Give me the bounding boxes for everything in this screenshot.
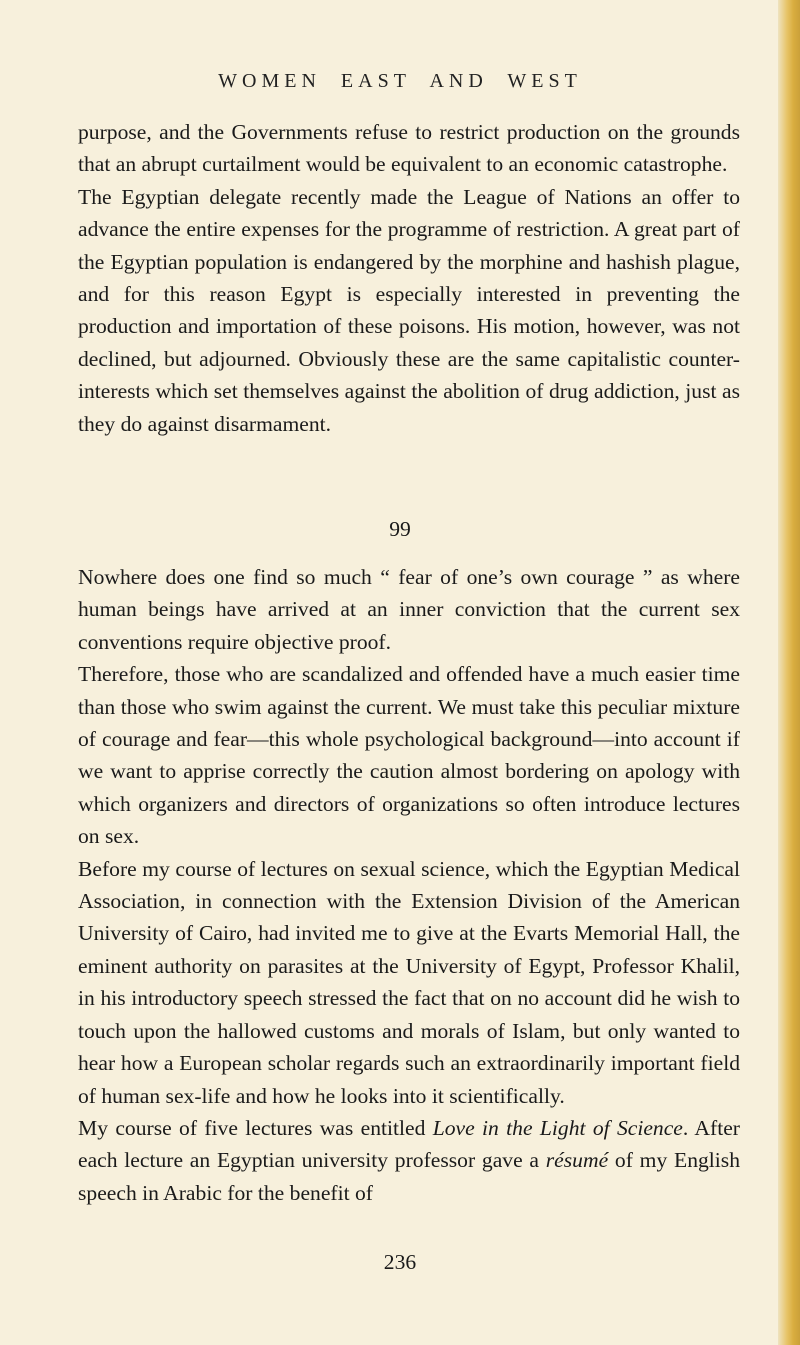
page-number: 236 [383, 1250, 417, 1274]
paragraph: The Egyptian delegate recently made the League of Nations an offer to advance the entire expenses for the programme of restriction. A great part of the Egyptian population is endangered by the morphine and hashish plague, and for this reason Egypt is especially interested in preventing the production and importation of these poisons. His motion, however, was not declined, but adjourned. Obviously these are the same capitalistic counter-interests which set themselves against the abolition of drug addiction, just as they do against disarmament. [78, 184, 740, 436]
paragraph-text: My course of five lectures was entitled [78, 1115, 433, 1140]
paragraph: Nowhere does one find so much “ fear of one’s own courage ” as where human beings have arrived at an inner conviction that the current sex conventions require objective proof. [78, 565, 740, 654]
page-edge [778, 0, 800, 1345]
italic-word: résumé [545, 1148, 609, 1173]
text-block-top [78, 116, 740, 440]
paragraph-text: of my English speech in Arabic for the benefit of [78, 1148, 740, 1205]
paragraph: Therefore, those who are scandalized and offended have a much easier time than those who swim against the current. We must take this peculiar mixture of courage and fear—this whole psychological background—into account if we want to apprise correctly the caution almost bordering on apology with which organizers and directors of organizations so often introduce lectures on sex. [78, 662, 740, 849]
text-block-section-99 [78, 561, 740, 1209]
paragraph: purpose, and the Governments refuse to restrict production on the grounds that an abrupt curtailment would be equivalent to an economic catastrophe. [78, 120, 740, 177]
section-number: 99 [389, 517, 411, 541]
running-head: WOMEN EAST AND WEST [218, 70, 582, 92]
lecture-title: Love in the Light of Science [432, 1115, 683, 1140]
paragraph [78, 1112, 740, 1209]
paragraph: Before my course of lectures on sexual science, which the Egyptian Medical Association, in connection with the Extension Division of the American University of Cairo, had invited me to give at the Evarts Memorial Hall, the eminent authority on parasites at the University of Egypt, Professor Khalil, in his introductory speech stressed the fact that on no account did he wish to touch upon the hallowed customs and morals of Islam, but only wanted to hear how a European scholar regards such an extraordinarily important field of human sex-life and how he looks into it scientifically. [78, 856, 740, 1108]
paragraph-text: . After each lecture an Egyptian university professor gave a [78, 1115, 740, 1173]
